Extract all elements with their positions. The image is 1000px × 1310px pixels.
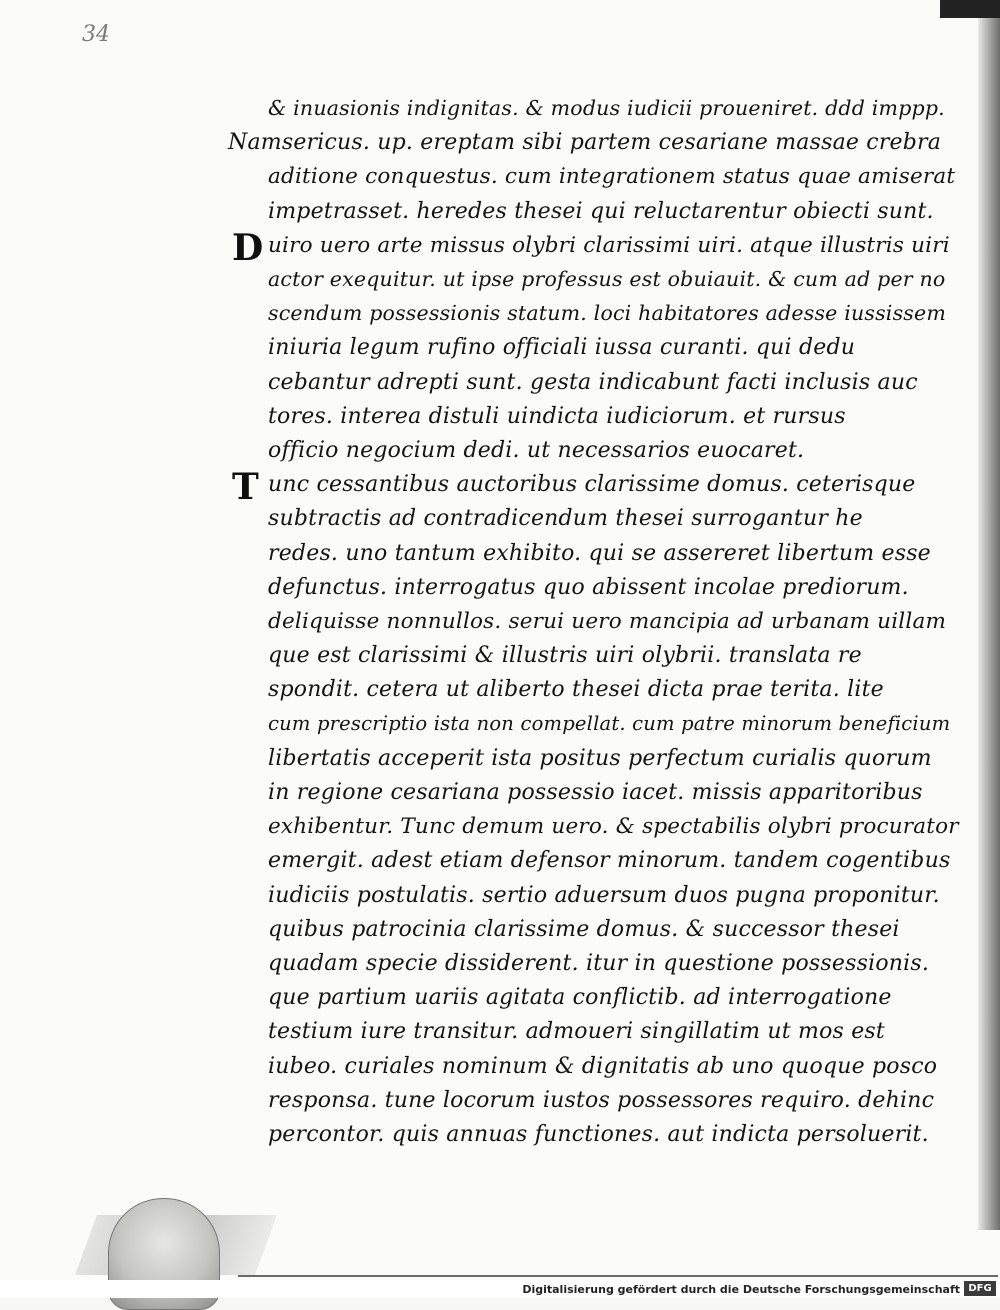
- page-corner: [940, 0, 1000, 18]
- bottom-rule: [238, 1275, 998, 1277]
- page-edge-shadow: [978, 0, 1000, 1230]
- manuscript-line: spondit. cetera ut aliberto thesei dicta prae terita. lite: [268, 677, 884, 703]
- manuscript-line: subtractis ad contradicendum thesei surrogantur he: [268, 506, 863, 532]
- manuscript-line: quibus patrocinia clarissime domus. & successor thesei: [268, 916, 900, 942]
- manuscript-line: tores. interea distuli uindicta iudiciorum. et rursus: [268, 403, 846, 429]
- manuscript-line: redes. uno tantum exhibito. qui se assereret libertum esse: [268, 540, 931, 566]
- footer-credit: Digitalisierung gefördert durch die Deutsche Forschungsgemeinschaft: [522, 1283, 960, 1296]
- manuscript-line: aditione conquestus. cum integrationem status quae amiserat: [268, 164, 956, 190]
- manuscript-line: iubeo. curiales nominum & dignitatis ab uno quoque posco: [268, 1053, 938, 1079]
- manuscript-line: actor exequitur. ut ipse professus est obuiauit. & cum ad per no: [268, 267, 946, 291]
- manuscript-line: defunctus. interrogatus quo abissent incolae prediorum.: [268, 574, 909, 600]
- dfg-logo: DFG: [964, 1281, 996, 1296]
- manuscript-line: Namsericus. up. ereptam sibi partem cesariane massae crebra: [228, 130, 942, 156]
- manuscript-line: impetrasset. heredes thesei qui reluctarentur obiecti sunt.: [268, 198, 934, 224]
- folio-number: 34: [82, 22, 110, 47]
- manuscript-line: emergit. adest etiam defensor minorum. tandem cogentibus: [268, 848, 951, 874]
- manuscript-line: & inuasionis indignitas. & modus iudicii proueniret. ddd imppp.: [268, 96, 945, 120]
- manuscript-line: iniuria legum rufino officiali iussa curanti. qui dedu: [268, 335, 856, 361]
- manuscript-line: testium iure transitur. admoueri singillatim ut mos est: [268, 1019, 885, 1045]
- initial-letter: D: [232, 226, 264, 269]
- manuscript-line: que est clarissimi & illustris uiri olybrii. translata re: [268, 643, 862, 669]
- manuscript-line: in regione cesariana possessio iacet. missis apparitoribus: [268, 780, 923, 805]
- manuscript-line: que partium uariis agitata conflictib. ad interrogatione: [268, 985, 892, 1011]
- manuscript-line: uiro uero arte missus olybri clarissimi uiri. atque illustris uiri: [268, 232, 950, 258]
- manuscript-line: officio negocium dedi. ut necessarios euocaret.: [268, 438, 805, 463]
- initial-letter: T: [232, 466, 259, 509]
- manuscript-line: quadam specie dissiderent. itur in questione possessionis.: [268, 951, 930, 976]
- manuscript-line: cebantur adrepti sunt. gesta indicabunt facti inclusis auc: [268, 369, 918, 395]
- manuscript-line: percontor. quis annuas functiones. aut indicta persoluerit.: [268, 1122, 929, 1147]
- manuscript-line: unc cessantibus auctoribus clarissime domus. ceterisque: [268, 472, 916, 498]
- manuscript-line: cum prescriptio ista non compellat. cum patre minorum beneficium: [268, 711, 951, 735]
- manuscript-line: deliquisse nonnullos. serui uero mancipia ad urbanam uillam: [268, 609, 947, 634]
- manuscript-line: libertatis acceperit ista positus perfectum curialis quorum: [268, 745, 932, 771]
- manuscript-line: exhibentur. Tunc demum uero. & spectabilis olybri procurator: [268, 814, 959, 840]
- manuscript-line: iudiciis postulatis. sertio aduersum duos pugna proponitur.: [268, 882, 940, 908]
- manuscript-line: responsa. tune locorum iustos possessores requiro. dehinc: [268, 1087, 935, 1113]
- manuscript-line: scendum possessionis statum. loci habitatores adesse iussissem: [268, 301, 946, 326]
